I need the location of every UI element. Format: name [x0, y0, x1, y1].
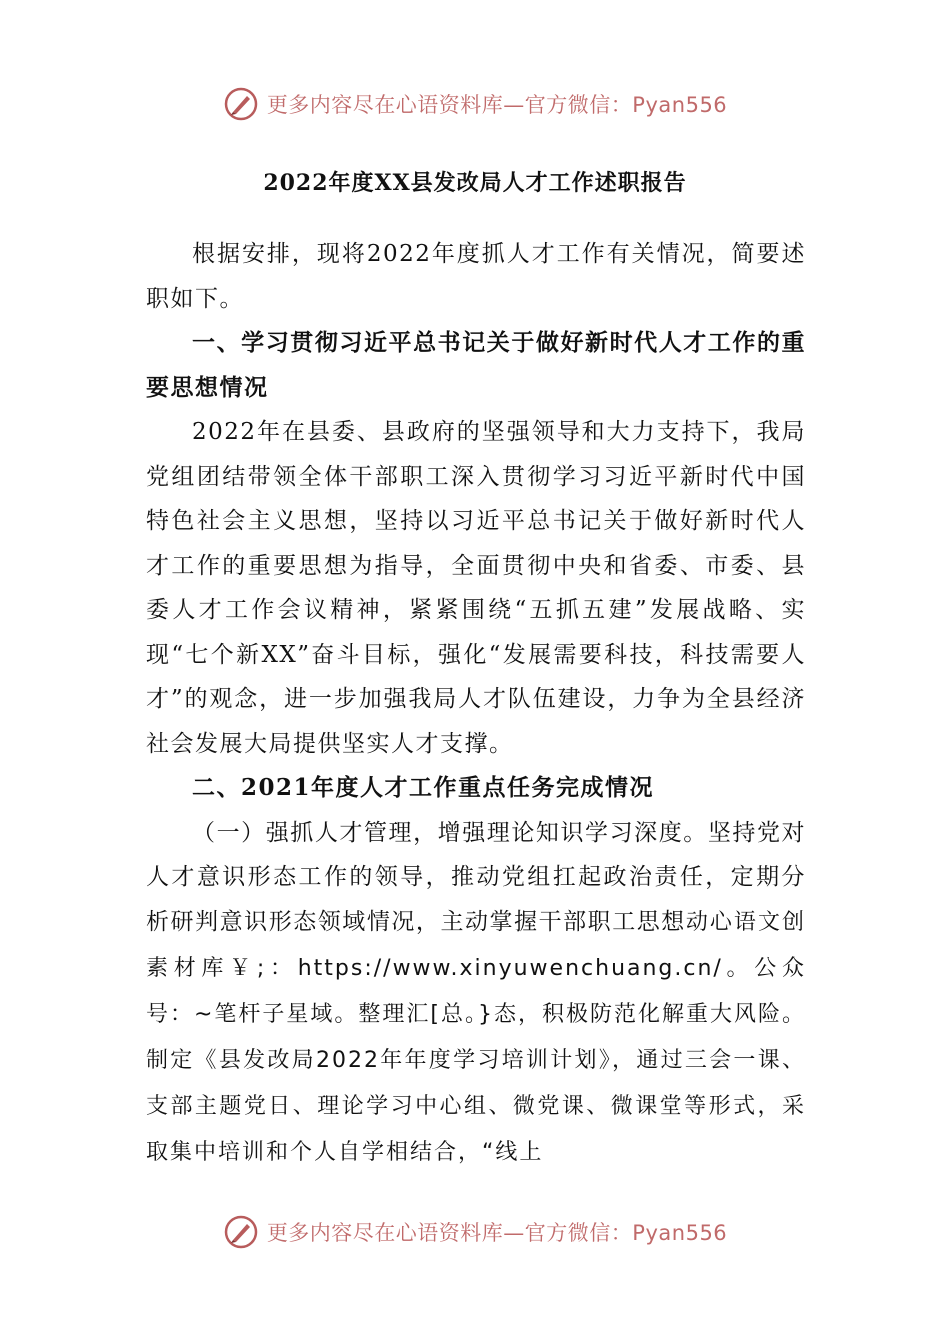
body-paragraph-2 [146, 811, 806, 1176]
pen-logo-icon [223, 1214, 259, 1250]
section-heading-1: 一、学习贯彻习近平总书记关于做好新时代人才工作的重要思想情况 [146, 329, 806, 401]
watermark-text: 更多内容尽在心语资料库—官方微信：Pyan556 [266, 93, 728, 117]
section-heading-2: 二、2021年度人才工作重点任务完成情况 [192, 774, 655, 801]
body-paragraph-2b: 动心语文创素材库￥;：https://www.xinyuwenchuang.cn/。公众号：~笔杆子星域。整理汇[总。}态，积极防范化解重大风险。制定《县发改局2022年年度学习培训计划》，通过三会一课、支部主题党日、理论学习中心组、微党课、微课堂等形式，采取集中培训和个人自学相结合，“线上 [146, 909, 807, 1165]
pen-logo-icon [223, 86, 259, 122]
header-watermark-banner [0, 84, 950, 124]
footer-watermark-banner [0, 1212, 950, 1252]
body-paragraph-2a: （一）强抓人才管理，增强理论知识学习深度。坚持党对人才意识形态工作的领导，推动党组扛起政治责任，定期分析研判意识形态领域情况，主动掌握干部职工思想 [146, 819, 806, 935]
body-paragraph-1: 2022年在县委、县政府的坚强领导和大力支持下，我局党组团结带领全体干部职工深入贯彻学习习近平新时代中国特色社会主义思想，坚持以习近平总书记关于做好新时代人才工作的重要思想为指导，全面贯彻中央和省委、市委、县委人才工作会议精神，紧紧围绕“五抓五建”发展战略、实现“七个新XX”奋斗目标，强化“发展需要科技，科技需要人才”的观念，进一步加强我局人才队伍建设，力争为全县经济社会发展大局提供坚实人才支撑。 [146, 419, 806, 757]
intro-paragraph: 根据安排，现将2022年度抓人才工作有关情况，简要述职如下。 [146, 241, 806, 312]
document-title: 2022年度XX县发改局人才工作述职报告 [263, 170, 687, 196]
document-body [146, 232, 806, 1176]
watermark-text: 更多内容尽在心语资料库—官方微信：Pyan556 [266, 1221, 728, 1245]
